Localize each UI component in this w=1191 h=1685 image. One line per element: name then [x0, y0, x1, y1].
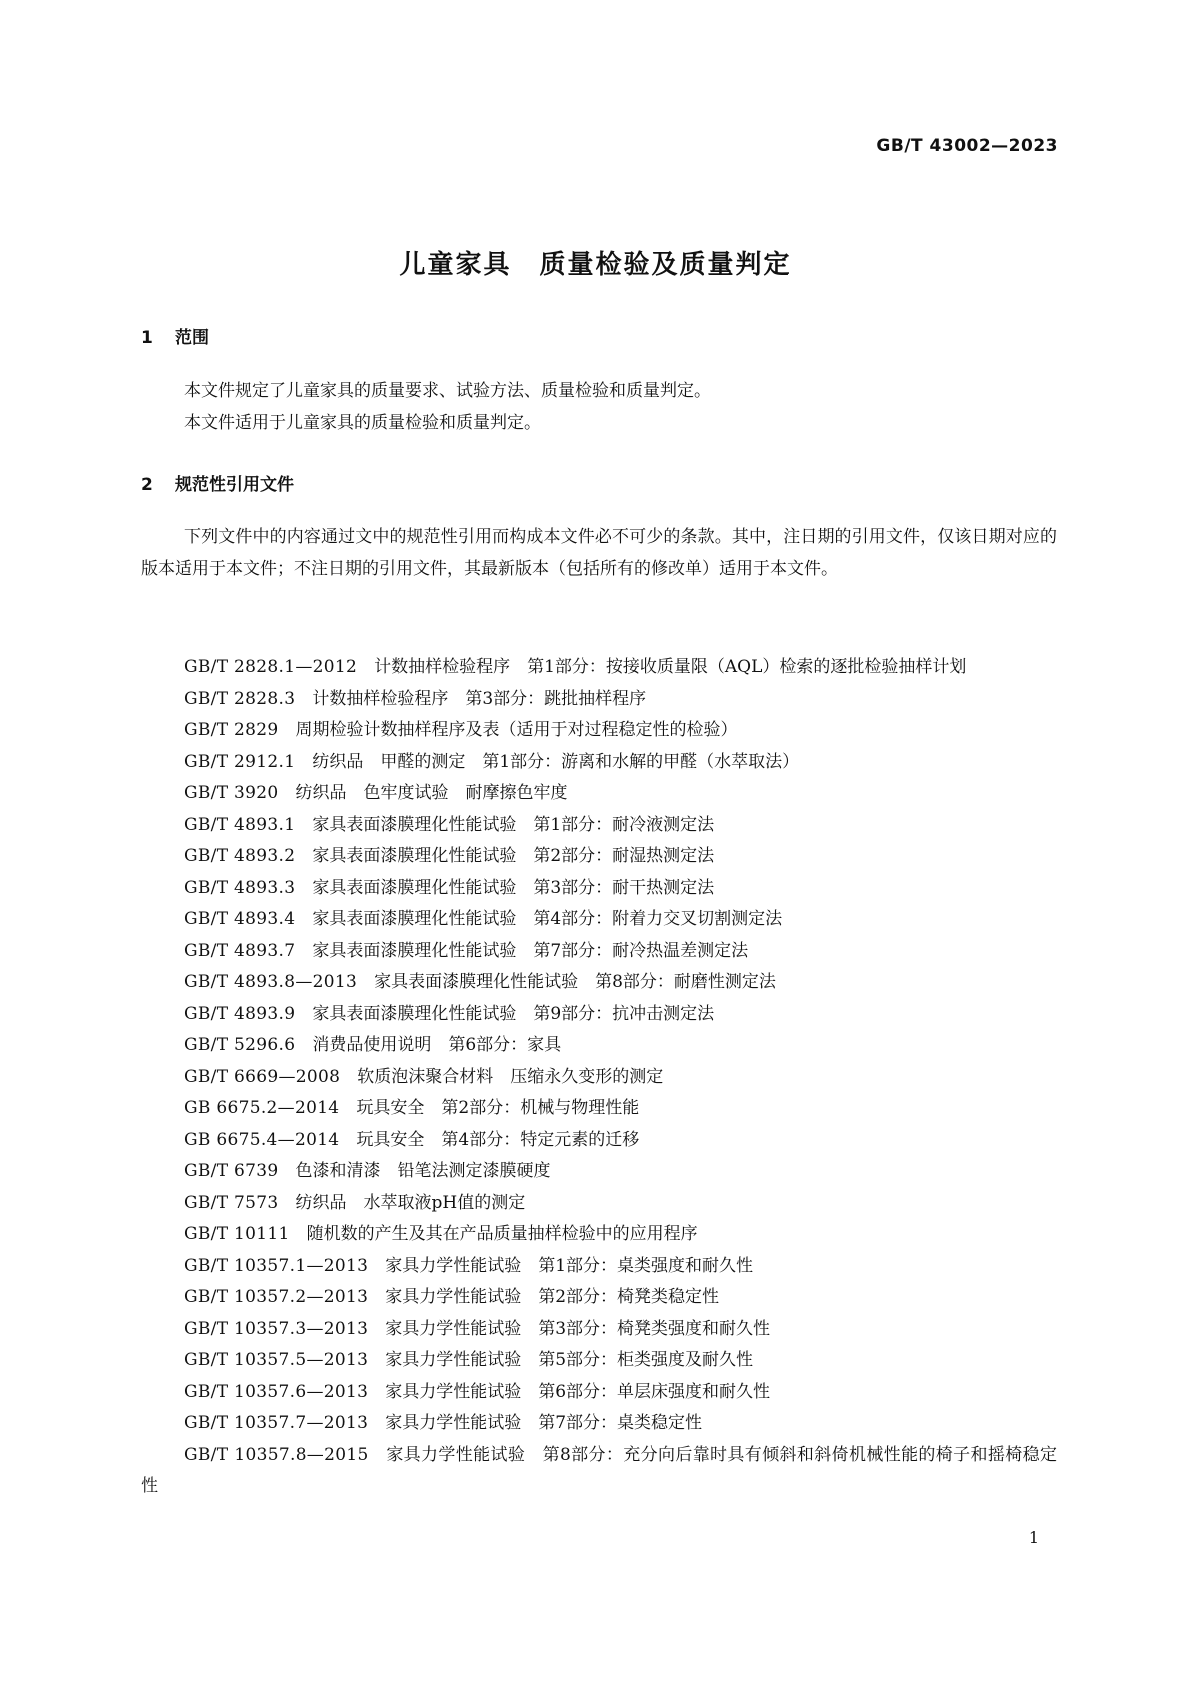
section-2-heading — [141, 470, 294, 495]
reference-code: GB/T 2829 — [184, 720, 279, 740]
reference-item — [141, 684, 1057, 716]
reference-code: GB/T 2828.1—2012 — [184, 657, 358, 677]
reference-item — [141, 1188, 1057, 1220]
reference-item — [141, 873, 1057, 905]
reference-item — [141, 1093, 1057, 1125]
reference-code: GB/T 4893.7 — [184, 940, 296, 961]
reference-item — [141, 904, 1057, 936]
reference-item — [141, 1345, 1057, 1377]
reference-title: 家具表面漆膜理化性能试验 第8部分：耐磨性测定法 — [374, 972, 776, 992]
reference-code: GB/T 5296.6 — [184, 1035, 296, 1055]
document-title: 儿童家具 质量检验及质量判定 — [399, 250, 792, 280]
reference-code: GB 6675.4—2014 — [184, 1129, 340, 1150]
reference-title: 随机数的产生及其在产品质量抽样检验中的应用程序 — [306, 1224, 698, 1244]
reference-title: 家具力学性能试验 第6部分：单层床强度和耐久性 — [385, 1381, 771, 1402]
reference-item — [141, 936, 1057, 968]
section-1-heading — [141, 323, 209, 348]
reference-title: 家具表面漆膜理化性能试验 第1部分：耐冷液测定法 — [312, 814, 715, 835]
reference-item — [141, 841, 1057, 873]
reference-title: 家具力学性能试验 第2部分：椅凳类稳定性 — [385, 1287, 720, 1307]
reference-item — [141, 1062, 1057, 1094]
reference-item — [141, 1251, 1057, 1283]
reference-title: 家具表面漆膜理化性能试验 第3部分：耐干热测定法 — [312, 877, 715, 898]
reference-item — [141, 1408, 1057, 1440]
reference-code: GB/T 4893.1 — [184, 814, 296, 835]
reference-title: 纺织品 水萃取液pH值的测定 — [295, 1192, 526, 1213]
reference-title: 家具力学性能试验 第3部分：椅凳类强度和耐久性 — [385, 1318, 771, 1339]
reference-title: 玩具安全 第4部分：特定元素的迁移 — [356, 1129, 640, 1150]
reference-item — [141, 1440, 1057, 1503]
reference-code: GB/T 10357.6—2013 — [184, 1381, 369, 1402]
section-1-number: 1 — [141, 328, 153, 348]
reference-item — [141, 810, 1057, 842]
references-intro-paragraph: 下列文件中的内容通过文中的规范性引用而构成本文件必不可少的条款。其中，注日期的引用文件，仅该日期对应的版本适用于本文件；不注日期的引用文件，其最新版本（包括所有的修改单）适用于本文件。 — [141, 527, 1057, 579]
standard-code: GB/T 43002—2023 — [876, 136, 1058, 156]
reference-title: 家具力学性能试验 第8部分：充分向后靠时具有倾斜和斜倚机械性能的椅子和摇椅稳定性 — [141, 1444, 1057, 1496]
reference-title: 计数抽样检验程序 第1部分：按接收质量限（AQL）检索的逐批检验抽样计划 — [374, 657, 967, 677]
scope-paragraph-1: 本文件规定了儿童家具的质量要求、试验方法、质量检验和质量判定。 — [184, 381, 711, 401]
reference-code: GB/T 4893.8—2013 — [184, 972, 358, 992]
reference-code: GB/T 2828.3 — [184, 688, 296, 709]
reference-code: GB/T 10111 — [184, 1224, 290, 1244]
reference-item — [141, 1219, 1057, 1251]
reference-code: GB/T 4893.9 — [184, 1003, 296, 1024]
reference-item — [141, 1282, 1057, 1314]
reference-item — [141, 1314, 1057, 1346]
reference-title: 家具表面漆膜理化性能试验 第2部分：耐湿热测定法 — [312, 846, 715, 866]
reference-item — [141, 1156, 1057, 1188]
reference-item — [141, 778, 1057, 810]
reference-code: GB/T 10357.3—2013 — [184, 1318, 369, 1339]
reference-code: GB/T 10357.1—2013 — [184, 1255, 369, 1276]
reference-title: 家具力学性能试验 第5部分：柜类强度及耐久性 — [385, 1350, 754, 1370]
reference-code: GB/T 10357.7—2013 — [184, 1413, 369, 1433]
reference-title: 家具表面漆膜理化性能试验 第4部分：附着力交叉切割测定法 — [312, 909, 783, 929]
section-2-number: 2 — [141, 475, 153, 495]
reference-item — [141, 967, 1057, 999]
reference-title: 消费品使用说明 第6部分：家具 — [312, 1035, 562, 1055]
reference-title: 家具表面漆膜理化性能试验 第9部分：抗冲击测定法 — [312, 1003, 715, 1024]
reference-item — [141, 999, 1057, 1031]
reference-item — [141, 1125, 1057, 1157]
reference-item — [141, 1377, 1057, 1409]
reference-code: GB/T 10357.5—2013 — [184, 1350, 369, 1370]
reference-title: 家具力学性能试验 第7部分：桌类稳定性 — [385, 1413, 703, 1433]
section-1-title: 范围 — [175, 328, 209, 348]
reference-code: GB/T 4893.3 — [184, 877, 296, 898]
reference-code: GB 6675.2—2014 — [184, 1098, 340, 1118]
reference-title: 家具表面漆膜理化性能试验 第7部分：耐冷热温差测定法 — [312, 940, 749, 961]
reference-code: GB/T 10357.8—2015 — [184, 1444, 369, 1465]
reference-title: 玩具安全 第2部分：机械与物理性能 — [356, 1098, 640, 1118]
reference-title: 家具力学性能试验 第1部分：桌类强度和耐久性 — [385, 1255, 754, 1276]
reference-item — [141, 715, 1057, 747]
reference-code: GB/T 10357.2—2013 — [184, 1287, 369, 1307]
section-1-body — [141, 376, 1057, 439]
reference-code: GB/T 7573 — [184, 1192, 279, 1213]
reference-title: 色漆和清漆 铅笔法测定漆膜硬度 — [295, 1161, 551, 1181]
reference-title: 纺织品 色牢度试验 耐摩擦色牢度 — [295, 783, 568, 803]
reference-item — [141, 747, 1057, 779]
reference-title: 周期检验计数抽样程序及表（适用于对过程稳定性的检验） — [295, 720, 738, 740]
normative-reference-list — [141, 652, 1057, 1503]
reference-code: GB/T 4893.2 — [184, 846, 296, 866]
section-2-title: 规范性引用文件 — [175, 475, 294, 495]
section-2-intro — [141, 522, 1057, 585]
reference-code: GB/T 2912.1 — [184, 751, 296, 772]
reference-code: GB/T 6739 — [184, 1161, 279, 1181]
reference-title: 计数抽样检验程序 第3部分：跳批抽样程序 — [312, 688, 647, 709]
reference-title: 软质泡沫聚合材料 压缩永久变形的测定 — [357, 1066, 664, 1087]
reference-code: GB/T 6669—2008 — [184, 1066, 341, 1087]
reference-code: GB/T 3920 — [184, 783, 279, 803]
reference-item — [141, 652, 1057, 684]
page-number: 1 — [1028, 1528, 1039, 1547]
scope-paragraph-2: 本文件适用于儿童家具的质量检验和质量判定。 — [184, 412, 541, 433]
reference-item — [141, 1030, 1057, 1062]
reference-title: 纺织品 甲醛的测定 第1部分：游离和水解的甲醛（水萃取法） — [312, 751, 800, 772]
reference-code: GB/T 4893.4 — [184, 909, 296, 929]
